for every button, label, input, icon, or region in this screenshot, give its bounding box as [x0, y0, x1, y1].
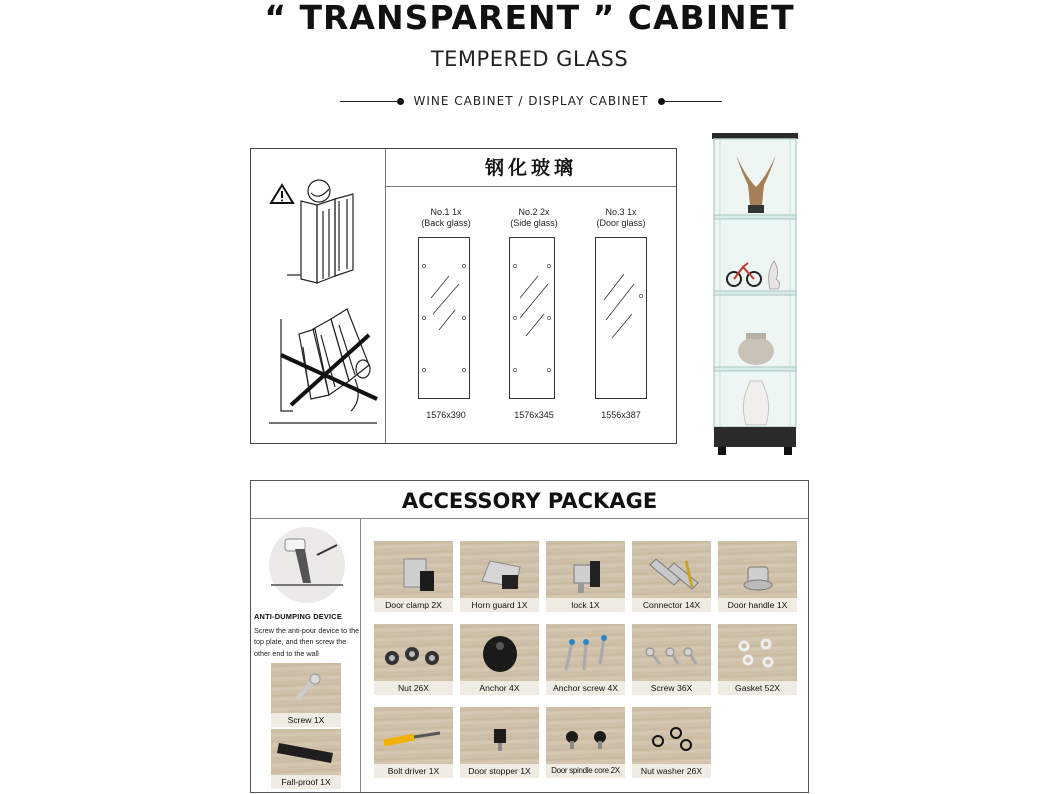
accessory-label: Gasket 52X	[718, 681, 797, 695]
gasket-icon	[718, 624, 797, 681]
glass-item-door	[581, 207, 661, 423]
accessory-label: Fall-proof 1X	[271, 775, 341, 789]
glass-size: 1576x345	[514, 410, 554, 420]
accessory-tile	[632, 541, 711, 612]
accessory-label: Horn guard 1X	[460, 598, 539, 612]
tagline-row	[340, 92, 722, 110]
glass-item-back	[406, 207, 486, 423]
accessory-tile	[374, 541, 453, 612]
accessory-tile	[374, 624, 453, 695]
glass-heading: 钢化玻璃	[386, 149, 676, 187]
washer-icon	[632, 707, 711, 764]
cabinet-photo	[710, 133, 800, 460]
accessory-tile	[718, 541, 797, 612]
glass-desc: (Back glass)	[421, 218, 471, 228]
glass-name: No.2 2x	[518, 207, 550, 217]
nut-icon	[374, 624, 453, 681]
glass-sheet	[418, 237, 470, 399]
accessory-label: Nut 26X	[374, 681, 453, 695]
horn-guard-icon	[460, 541, 539, 598]
bullet-icon	[397, 98, 404, 105]
tempered-glass-panel	[250, 148, 677, 444]
glass-shine-icon	[419, 238, 469, 398]
accessory-tile	[271, 729, 341, 789]
door-stopper-icon	[460, 707, 539, 764]
accessory-label: Nut washer 26X	[632, 764, 711, 778]
accessory-tile	[546, 707, 625, 778]
accessory-tile	[271, 663, 341, 727]
glass-cabinet-icon	[710, 133, 800, 460]
screw-icon	[632, 624, 711, 681]
accessory-tile	[460, 624, 539, 695]
glass-shine-icon	[510, 238, 554, 398]
accessory-tile	[632, 707, 711, 778]
accessory-label: Door spindle core 2X	[546, 764, 625, 778]
glass-sheet	[509, 237, 555, 399]
accessory-label: lock 1X	[546, 598, 625, 612]
accessory-tile	[546, 624, 625, 695]
page-subtitle: TEMPERED GLASS	[430, 47, 629, 71]
handling-warning-illustrations	[251, 149, 386, 443]
lock-icon	[546, 541, 625, 598]
accessory-tile	[460, 707, 539, 778]
accessory-label: Anchor screw 4X	[546, 681, 625, 695]
accessory-label: Bolt driver 1X	[374, 764, 453, 778]
glass-item-side	[494, 207, 574, 423]
anti-dumping-device-icon	[251, 525, 361, 615]
anchor-icon	[460, 624, 539, 681]
glass-name: No.1 1x	[430, 207, 462, 217]
accessory-label: Connector 14X	[632, 598, 711, 612]
glass-desc: (Door glass)	[596, 218, 646, 228]
glass-sheet	[595, 237, 647, 399]
strap-icon	[271, 729, 341, 775]
glass-name: No.3 1x	[605, 207, 637, 217]
anti-dumping-column	[251, 519, 361, 792]
divider	[340, 101, 397, 102]
accessory-tile	[546, 541, 625, 612]
accessory-tile	[460, 541, 539, 612]
screw-icon	[271, 663, 341, 713]
accessory-title: ACCESSORY PACKAGE	[251, 481, 808, 519]
glass-desc: (Side glass)	[510, 218, 558, 228]
accessory-tile	[632, 624, 711, 695]
anti-dumping-title: ANTI-DUMPING DEVICE	[254, 612, 342, 621]
bolt-driver-icon	[374, 707, 453, 764]
connector-icon	[632, 541, 711, 598]
glass-shine-icon	[596, 238, 646, 398]
glass-size: 1556x387	[601, 410, 641, 420]
tagline: WINE CABINET / DISPLAY CABINET	[413, 94, 649, 108]
spindle-core-icon	[546, 707, 625, 764]
handling-warning-icon	[251, 149, 386, 443]
accessory-label: Screw 36X	[632, 681, 711, 695]
accessory-tile	[718, 624, 797, 695]
anchor-screw-icon	[546, 624, 625, 681]
door-clamp-icon	[374, 541, 453, 598]
accessory-label: Door stopper 1X	[460, 764, 539, 778]
accessory-label: Door clamp 2X	[374, 598, 453, 612]
accessory-label: Anchor 4X	[460, 681, 539, 695]
glass-size: 1576x390	[426, 410, 466, 420]
bullet-icon	[658, 98, 665, 105]
page-title: “ TRANSPARENT ” CABINET	[264, 0, 795, 37]
accessory-panel	[250, 480, 809, 793]
accessory-label: Door handle 1X	[718, 598, 797, 612]
accessory-label: Screw 1X	[271, 713, 341, 727]
divider	[665, 101, 722, 102]
door-handle-icon	[718, 541, 797, 598]
accessory-tile	[374, 707, 453, 778]
anti-dumping-description: Screw the anti-pour device to the top plate, and then screw the other end to the wall	[254, 626, 360, 658]
